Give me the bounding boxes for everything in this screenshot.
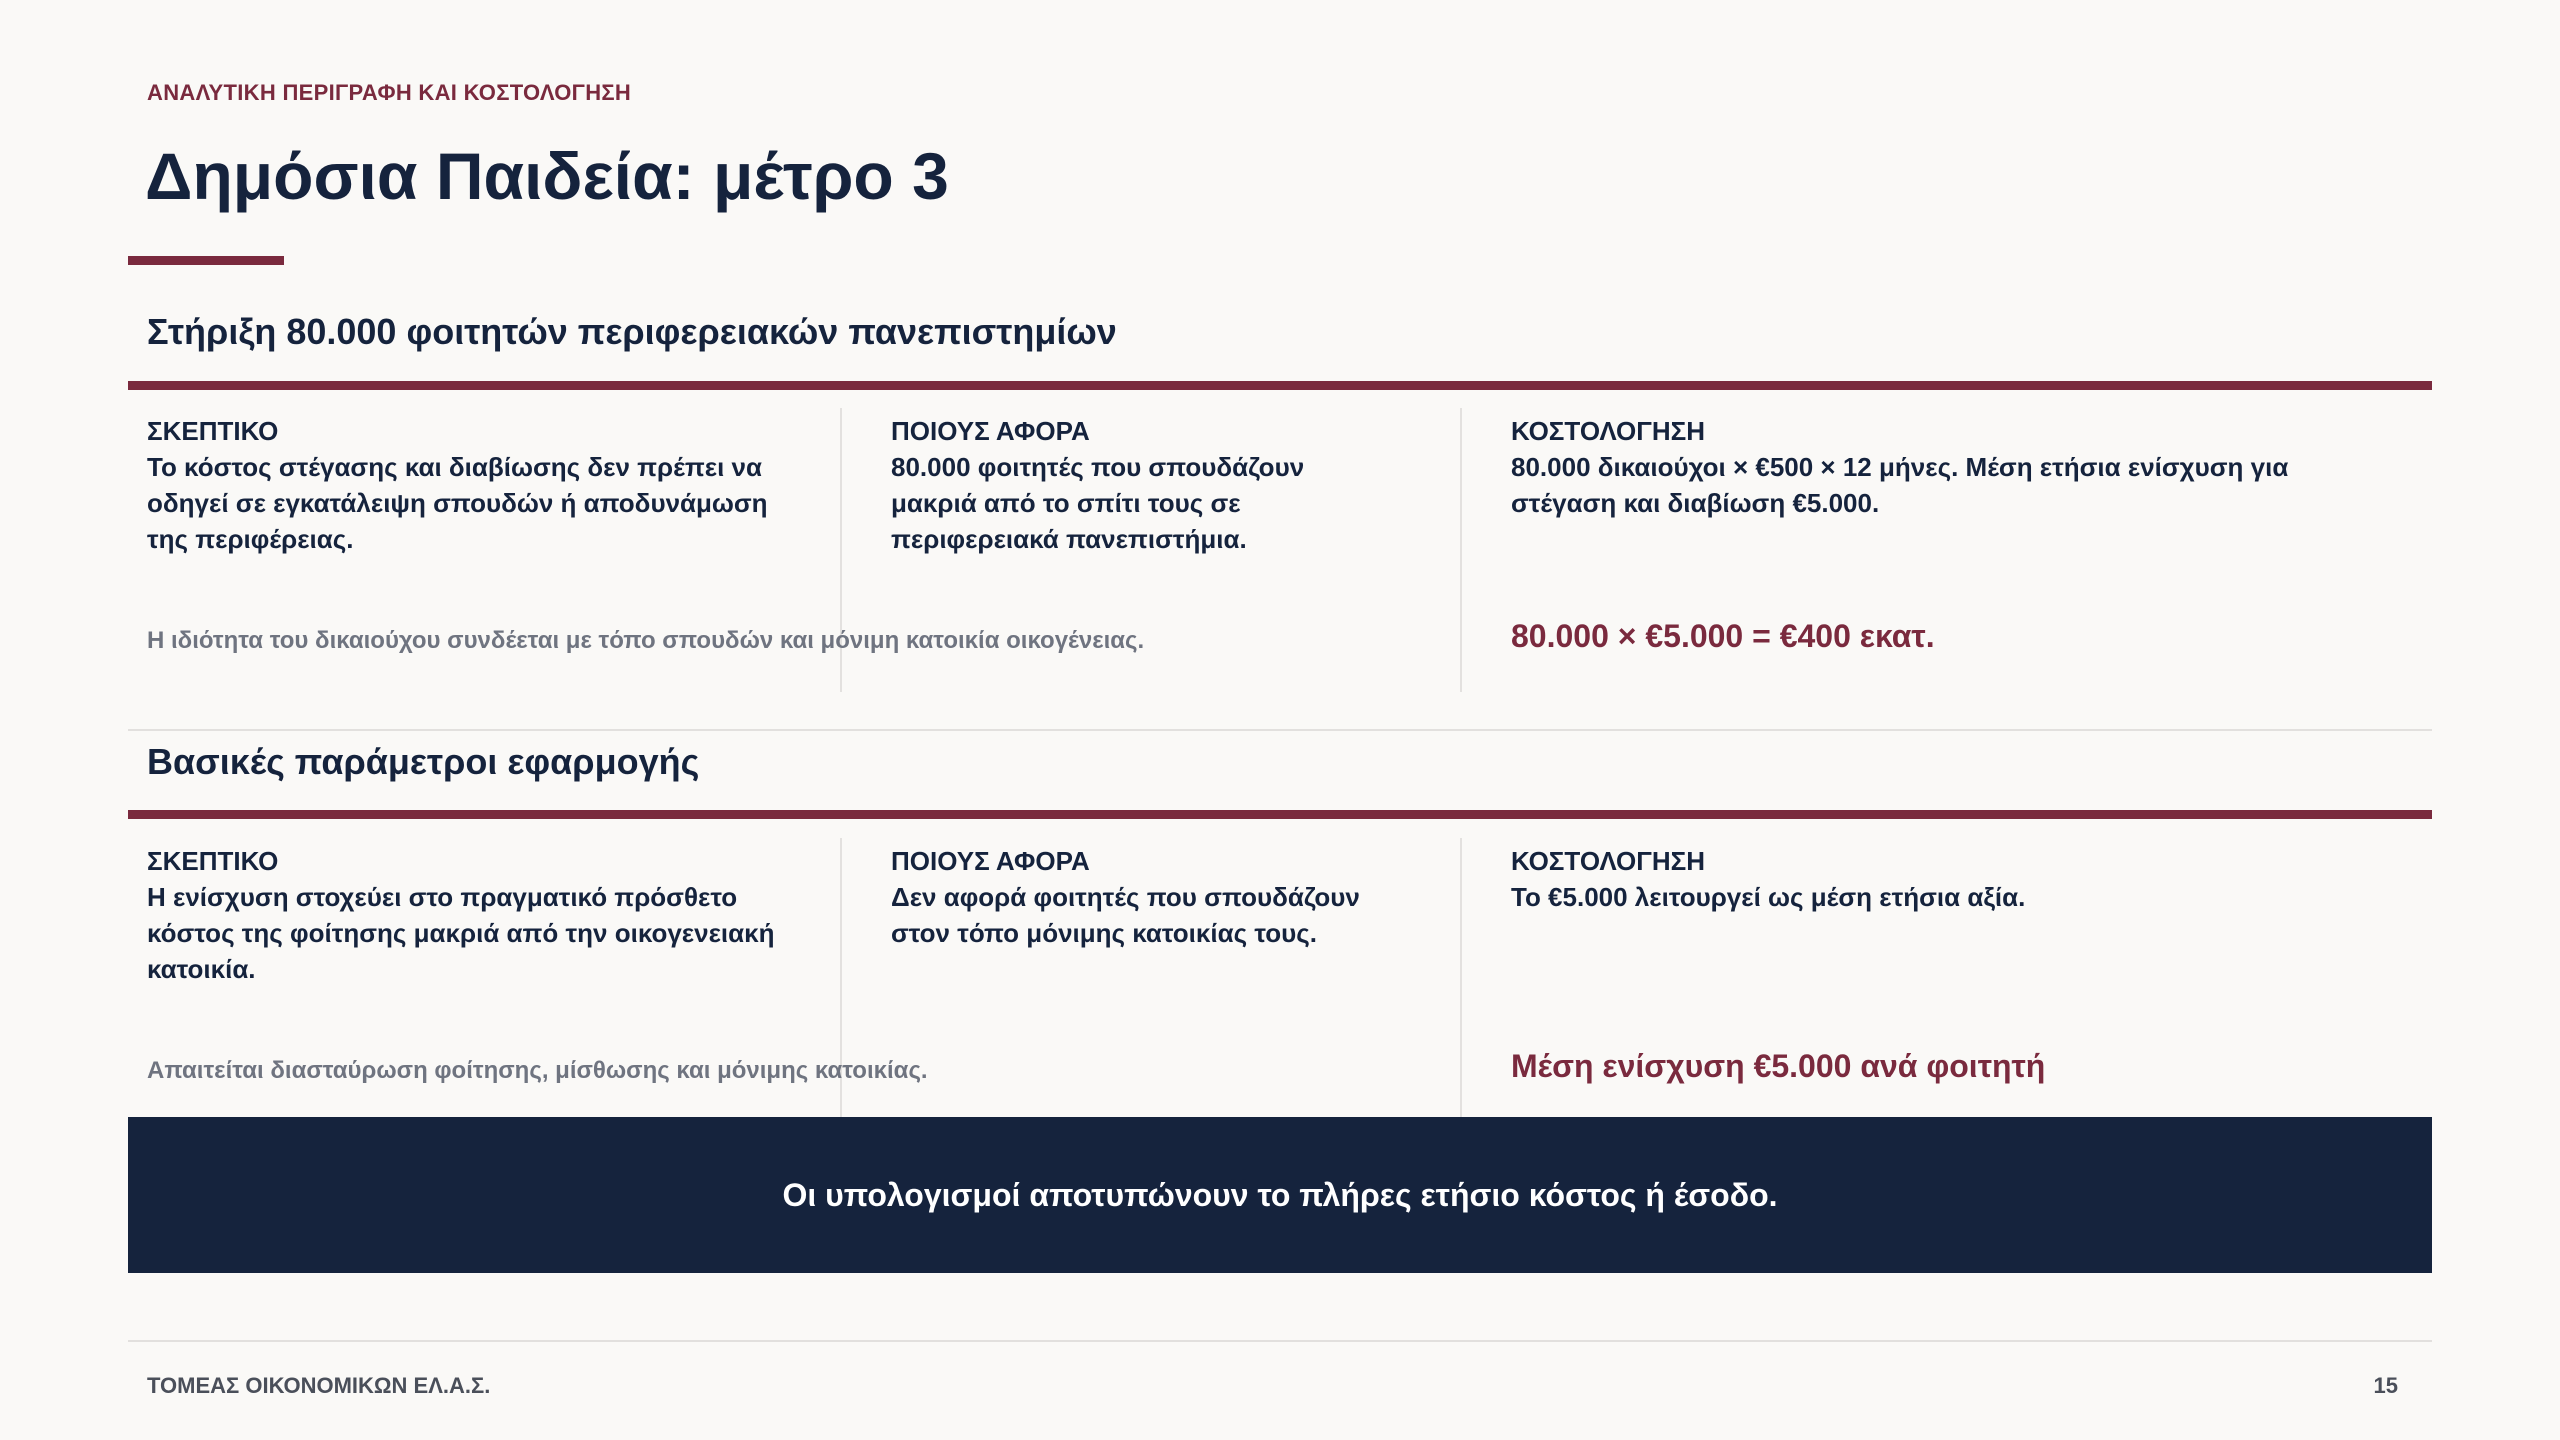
section-2-cost-highlight: Μέση ενίσχυση €5.000 ανά φοιτητή (1511, 1048, 2046, 1084)
section-1-rationale (147, 416, 817, 557)
rationale-heading: ΣΚΕΠΤΙΚΟ (147, 416, 279, 446)
section-2-divider-2 (1460, 838, 1462, 1117)
costing-heading: ΚΟΣΤΟΛΟΓΗΣΗ (1511, 846, 1705, 876)
section-separator (128, 729, 2432, 731)
section-1-audience (891, 416, 1431, 557)
section-2-title: Βασικές παράμετροι εφαρμογής (147, 741, 700, 782)
costing-text: Το €5.000 λειτουργεί ως μέση ετήσια αξία. (1511, 882, 2026, 912)
section-1-cost-highlight: 80.000 × €5.000 = €400 εκατ. (1511, 618, 1935, 654)
audience-heading: ΠΟΙΟΥΣ ΑΦΟΡΑ (891, 846, 1090, 876)
section-1-title: Στήριξη 80.000 φοιτητών περιφερειακών πανεπιστημίων (147, 311, 1117, 352)
page-title: Δημόσια Παιδεία: μέτρο 3 (145, 139, 949, 213)
costing-heading: ΚΟΣΤΟΛΟΓΗΣΗ (1511, 416, 1705, 446)
footer-rule (128, 1340, 2432, 1342)
section-kicker: ΑΝΑΛΥΤΙΚΗ ΠΕΡΙΓΡΑΦΗ ΚΑΙ ΚΟΣΤΟΛΟΓΗΣΗ (147, 80, 632, 105)
rationale-text: Το κόστος στέγασης και διαβίωσης δεν πρέπει να οδηγεί σε εγκατάλειψη σπουδών ή αποδυνάμωση της περιφέρειας. (147, 452, 768, 554)
section-1-rule (128, 381, 2432, 390)
footer-organization: ΤΟΜΕΑΣ ΟΙΚΟΝΟΜΙΚΩΝ ΕΛ.Α.Σ. (147, 1373, 491, 1398)
section-1-note: Η ιδιότητα του δικαιούχου συνδέεται με τόπο σπουδών και μόνιμη κατοικία οικογένειας. (147, 627, 1145, 654)
section-1-costing (1511, 416, 2411, 521)
section-2-rationale (147, 846, 817, 987)
section-2-costing (1511, 846, 2411, 915)
section-2-rule (128, 810, 2432, 819)
audience-text: 80.000 φοιτητές που σπουδάζουν μακριά από το σπίτι τους σε περιφερειακά πανεπιστήμια. (891, 452, 1305, 554)
audience-text: Δεν αφορά φοιτητές που σπουδάζουν στον τόπο μόνιμης κατοικίας τους. (891, 882, 1360, 948)
rationale-text: Η ενίσχυση στοχεύει στο πραγματικό πρόσθετο κόστος της φοίτησης μακριά από την οικογενειακή κατοικία. (147, 882, 775, 984)
section-2-note: Απαιτείται διασταύρωση φοίτησης, μίσθωσης και μόνιμης κατοικίας. (147, 1057, 928, 1084)
page-number: 15 (2373, 1373, 2398, 1398)
section-2-audience (891, 846, 1431, 951)
section-1-divider-2 (1460, 408, 1462, 692)
costing-text: 80.000 δικαιούχοι × €500 × 12 μήνες. Μέση ετήσια ενίσχυση για στέγαση και διαβίωση €5.000. (1511, 452, 2289, 518)
audience-heading: ΠΟΙΟΥΣ ΑΦΟΡΑ (891, 416, 1090, 446)
title-accent-bar (128, 256, 284, 265)
summary-banner (128, 1117, 2432, 1273)
rationale-heading: ΣΚΕΠΤΙΚΟ (147, 846, 279, 876)
summary-banner-text: Οι υπολογισμοί αποτυπώνουν το πλήρες ετήσιο κόστος ή έσοδο. (782, 1176, 1778, 1213)
